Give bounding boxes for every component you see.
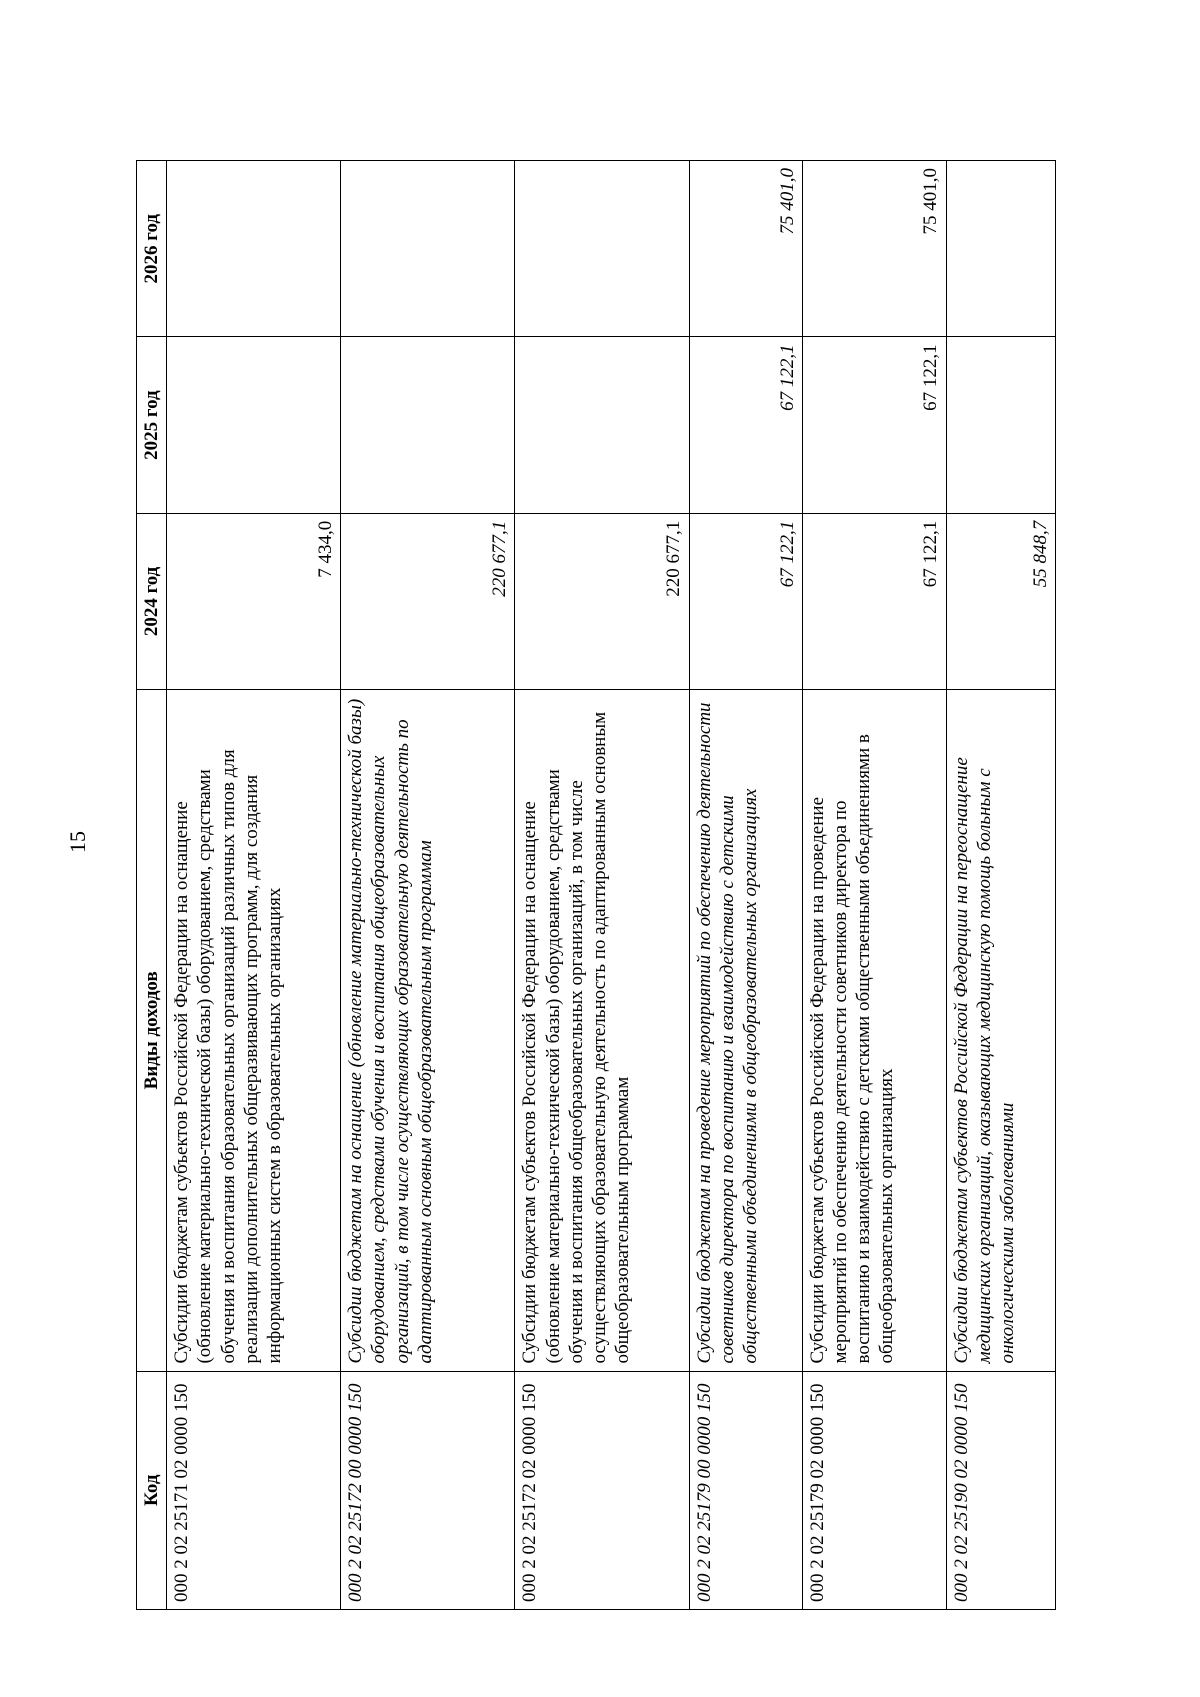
cell-2024: 67 122,1: [689, 513, 802, 689]
cell-2025: 67 122,1: [802, 337, 946, 513]
cell-2025: [946, 337, 1055, 513]
cell-2024: 7 434,0: [167, 513, 341, 689]
cell-2026: [167, 161, 341, 337]
cell-2026: [946, 161, 1055, 337]
cell-desc: Субсидии бюджетам субъектов Российской Федерации на проведение мероприятий по обеспечению деятельности советников директора по воспитанию и взаимодействию с детскими общественными объединениями в общеобразовательных организациях: [802, 690, 946, 1371]
cell-desc: Субсидии бюджетам субъектов Российской Федерации на оснащение (обновление материально-технической базы) оборудованием, средствами обучения и воспитания общеобразовательных организаций, в том числе осуществляющих образовательную деятельность по адаптированным основным общеобразовательным программам: [515, 690, 689, 1371]
cell-desc: Субсидии бюджетам на оснащение (обновление материально-технической базы) оборудованием, средствами обучения и воспитания общеобразовательных организаций, в том числе осуществляющих образовательную деятельность по адаптированным основным общеобразовательным программам: [341, 690, 515, 1371]
cell-code: 000 2 02 25172 00 0000 150: [341, 1371, 515, 1609]
cell-desc: Субсидии бюджетам субъектов Российской Федерации на оснащение (обновление материально-технической базы) оборудованием, средствами обучения и воспитания образовательных организаций различных типов для реализации дополнительных общеразвивающих программ, для создания информационных систем в образовательных организациях: [167, 690, 341, 1371]
cell-code: 000 2 02 25190 02 0000 150: [946, 1371, 1055, 1609]
cell-2026: 75 401,0: [802, 161, 946, 337]
table-row: [802, 161, 946, 1610]
table-row: [689, 161, 802, 1610]
cell-code: 000 2 02 25171 02 0000 150: [167, 1371, 341, 1609]
cell-2024: 55 848,7: [946, 513, 1055, 689]
header-2026: 2026 год: [137, 161, 167, 337]
cell-code: 000 2 02 25179 00 0000 150: [689, 1371, 802, 1609]
table-row: [946, 161, 1055, 1610]
header-2025: 2025 год: [137, 337, 167, 513]
cell-2026: [341, 161, 515, 337]
cell-2024: 67 122,1: [802, 513, 946, 689]
table-header-row: [137, 161, 167, 1610]
cell-2026: 75 401,0: [689, 161, 802, 337]
page-number: 15: [65, 831, 90, 853]
revenue-table: [136, 160, 1056, 1610]
header-desc: Виды доходов: [137, 690, 167, 1371]
cell-desc: Субсидии бюджетам субъектов Российской Федерации на переоснащение медицинских организаций, оказывающих медицинскую помощь больным с онкологическими заболеваниями: [946, 690, 1055, 1371]
table-row: [341, 161, 515, 1610]
table-row: [167, 161, 341, 1610]
cell-code: 000 2 02 25179 02 0000 150: [802, 1371, 946, 1609]
cell-desc: Субсидии бюджетам на проведение мероприятий по обеспечению деятельности советников директора по воспитанию и взаимодействию с детскими общественными объединениями в общеобразовательных организациях: [689, 690, 802, 1371]
header-code: Код: [137, 1371, 167, 1609]
cell-2025: [167, 337, 341, 513]
cell-2025: 67 122,1: [689, 337, 802, 513]
cell-2025: [515, 337, 689, 513]
cell-2024: 220 677,1: [341, 513, 515, 689]
cell-2025: [341, 337, 515, 513]
cell-code: 000 2 02 25172 02 0000 150: [515, 1371, 689, 1609]
header-2024: 2024 год: [137, 513, 167, 689]
cell-2024: 220 677,1: [515, 513, 689, 689]
table-row: [515, 161, 689, 1610]
cell-2026: [515, 161, 689, 337]
